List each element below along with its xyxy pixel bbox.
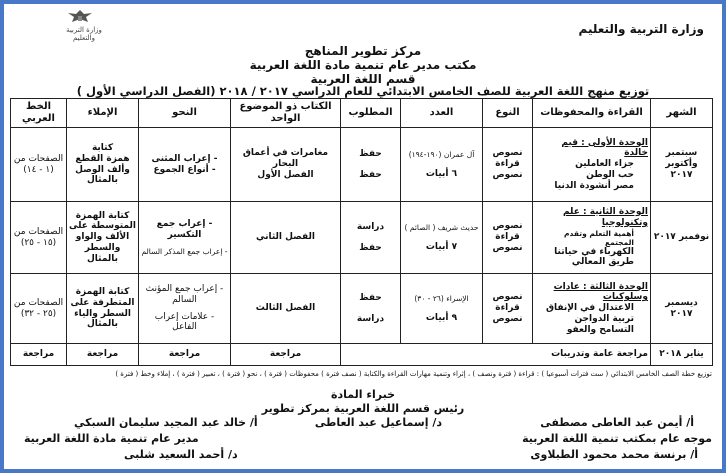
required-item: حفظ bbox=[359, 169, 382, 180]
count-item: ٩ أبيات bbox=[425, 312, 458, 323]
supervisor-name: أ/ برنسة محمد محمود الطبلاوى bbox=[530, 448, 698, 461]
required-item: حفظ bbox=[359, 148, 382, 159]
eagle-emblem-icon bbox=[64, 8, 96, 26]
book-item: الفصل الأول bbox=[257, 169, 314, 180]
reading-item: حب الوطن bbox=[586, 169, 634, 180]
reading-item: الكهرباء في حياتنا bbox=[554, 246, 634, 257]
column-header: الخط العربي bbox=[11, 99, 67, 128]
supervisor-title: موجه عام بمكتب تنمية اللغة العربية bbox=[522, 432, 712, 445]
column-header: الإملاء bbox=[67, 99, 139, 128]
table-row-review bbox=[11, 344, 713, 366]
review-grammar-cell: مراجعة bbox=[139, 344, 231, 366]
unit-title: الوحدة الأولى : قيم خالدة bbox=[561, 137, 648, 159]
seal-caption: وزارة التربية والتعليم bbox=[66, 26, 102, 42]
table-row bbox=[11, 274, 713, 344]
table-row bbox=[11, 202, 713, 274]
table-header-row bbox=[11, 99, 713, 128]
grammar-item: - إعراب جمع التكسير bbox=[156, 219, 213, 240]
reading-item: جزاء العاملين bbox=[575, 159, 634, 170]
type-item: قراءة bbox=[495, 232, 520, 243]
count-cell bbox=[401, 202, 483, 274]
review-dictation-cell: مراجعة bbox=[67, 344, 139, 366]
reading-cell bbox=[533, 202, 651, 274]
column-header: النوع bbox=[483, 99, 533, 128]
column-header: المطلوب bbox=[341, 99, 401, 128]
type-item: نصوص bbox=[492, 148, 523, 159]
dictation-item: والسطر bbox=[84, 242, 121, 253]
director-title: مدير عام تنمية مادة اللغة العربية bbox=[24, 432, 199, 445]
review-reading-cell: مراجعة عامة وتدريبات bbox=[341, 344, 651, 366]
dictation-item: السطر والياء bbox=[74, 308, 131, 319]
book-cell bbox=[231, 128, 341, 202]
column-header: الكتاب ذو الموضوع الواحد bbox=[231, 99, 341, 128]
calligraphy-cell: الصفحات من (١٥ - ٢٥) bbox=[11, 202, 67, 274]
book-item: الفصل الثاني bbox=[256, 232, 315, 243]
book-cell bbox=[231, 202, 341, 274]
dictation-item: بالمثال bbox=[86, 253, 119, 264]
experts-heading: خبراء المادة bbox=[330, 388, 396, 401]
dictation-item: وألف الوصل bbox=[75, 164, 130, 175]
type-item: نصوص bbox=[492, 313, 523, 324]
count-item: الإسراء (٢٦ - ٣٠) bbox=[414, 293, 469, 303]
grammar-item: - علامات إعراب الفاعل bbox=[154, 311, 215, 333]
required-item: حفظ bbox=[359, 292, 382, 303]
column-header: النحو bbox=[139, 99, 231, 128]
dictation-item: بالمثال bbox=[86, 175, 119, 186]
book-cell bbox=[231, 274, 341, 344]
book-item: مغامرات في أعماق البحار bbox=[242, 148, 329, 170]
calligraphy-cell: الصفحات من (١ - ١٤) bbox=[11, 128, 67, 202]
type-cell bbox=[483, 202, 533, 274]
type-item: نصوص bbox=[492, 242, 523, 253]
type-item: نصوص bbox=[492, 221, 523, 232]
grammar-item: - إعراب جمع المذكر السالم bbox=[141, 246, 228, 256]
month-cell: يناير ٢٠١٨ bbox=[651, 344, 713, 366]
expert-name: د/ أحمد السعيد شلبى bbox=[124, 448, 238, 461]
expert-name: أ/ أيمن عبد العاطى مصطفى bbox=[540, 416, 694, 429]
month-cell: نوفمبر ٢٠١٧ bbox=[651, 202, 713, 274]
reading-item: أهمية التعلم وتقدم المجتمع bbox=[564, 228, 634, 247]
curriculum-table bbox=[10, 98, 713, 366]
reading-cell bbox=[533, 128, 651, 202]
type-cell bbox=[483, 128, 533, 202]
unit-title: الوحدة الثالثة : عادات وسلوكيات bbox=[553, 281, 648, 303]
required-cell bbox=[341, 128, 401, 202]
page-title: توزيع منهج اللغة العربية للصف الخامس الابتدائي للعام الدراسي ٢٠١٧ / ٢٠١٨ (الفصل الدراسي الأول ) bbox=[76, 84, 650, 98]
count-cell bbox=[401, 274, 483, 344]
office-name: مكتب مدير عام تنمية مادة اللغة العربية bbox=[249, 58, 477, 72]
grammar-item: - إعراب جمع المؤنث السالم bbox=[145, 283, 224, 305]
expert-name: د/ إسماعيل عبد العاطى bbox=[314, 416, 442, 429]
distribution-footnote: توزيع خطة الصف الخامس الابتدائي ( ست فترات أسبوعيا ) : قراءة ( فترة ونصف ) ، إثراء وتنمية مهارات القراءة والكتابة ( نصف فترة ) محفوظات ( فترة ) ، نحو ( فترة ) ، تعبير ( فترة ) ، إملاء وخط ( فترة ) bbox=[115, 370, 712, 378]
type-item: نصوص bbox=[492, 292, 523, 303]
month-cell: ديسمبر ٢٠١٧ bbox=[651, 274, 713, 344]
grammar-cell bbox=[139, 202, 231, 274]
month-cell: سبتمبر وأكتوبر ٢٠١٧ bbox=[651, 128, 713, 202]
required-item: حفظ bbox=[359, 242, 382, 253]
type-item: قراءة bbox=[495, 159, 520, 170]
column-header: القراءة والمحفوظات bbox=[533, 99, 651, 128]
expert-name: أ/ خالد عبد المجيد سليمان السبكي bbox=[74, 416, 258, 429]
table-row bbox=[11, 128, 713, 202]
dept-head-title: رئيس قسم اللغة العربية بمركز تطوير bbox=[261, 402, 465, 415]
count-item: ٧ أبيات bbox=[425, 241, 458, 252]
reading-item: الاعتدال في الإنفاق bbox=[545, 303, 634, 314]
grammar-cell bbox=[139, 128, 231, 202]
ministry-name: وزارة التربية والتعليم bbox=[578, 22, 704, 36]
column-header: الشهر bbox=[651, 99, 713, 128]
type-item: قراءة bbox=[495, 303, 520, 314]
grammar-item: - إعراب المثنى bbox=[151, 153, 218, 164]
grammar-cell bbox=[139, 274, 231, 344]
reading-cell bbox=[533, 274, 651, 344]
reading-item: مصر أنشودة الدنيا bbox=[554, 180, 634, 191]
count-cell bbox=[401, 128, 483, 202]
column-header: العدد bbox=[401, 99, 483, 128]
dictation-cell bbox=[67, 128, 139, 202]
dictation-item: كتابة bbox=[91, 142, 114, 153]
grammar-item: - أنواع الجموع bbox=[153, 164, 216, 175]
dictation-item: كتابة الهمزة bbox=[75, 210, 130, 221]
center-name: مركز تطوير المناهج bbox=[304, 44, 422, 58]
calligraphy-cell: الصفحات من (٢٥ - ٣٢) bbox=[11, 274, 67, 344]
dictation-item: المتطرفة على bbox=[70, 297, 135, 308]
type-cell bbox=[483, 274, 533, 344]
reading-item: تربية الدواجن bbox=[574, 313, 634, 324]
type-item: نصوص bbox=[492, 169, 523, 180]
book-item: الفصل الثالث bbox=[255, 303, 316, 314]
count-item: آل عمران (١٩٠-١٩٤) bbox=[408, 149, 475, 159]
count-item: حديث شريف ( الصائم ) bbox=[404, 222, 479, 232]
unit-title: الوحدة الثانية : علم وتكنولوجيا bbox=[562, 206, 648, 228]
dictation-item: همزة القطع bbox=[75, 153, 130, 164]
count-item: ٦ أبيات bbox=[425, 168, 458, 179]
reading-item: طريق المعالي bbox=[571, 257, 634, 268]
dictation-item: الألف والواو bbox=[75, 232, 130, 243]
required-item: دراسة bbox=[356, 221, 385, 232]
reading-item: التسامح والعفو bbox=[566, 324, 634, 335]
required-cell bbox=[341, 202, 401, 274]
required-item: دراسة bbox=[356, 313, 385, 324]
review-book-cell: مراجعة bbox=[231, 344, 341, 366]
review-calligraphy-cell: مراجعة bbox=[11, 344, 67, 366]
dictation-item: المتوسطة على bbox=[69, 221, 136, 232]
required-cell bbox=[341, 274, 401, 344]
dictation-item: بالمثال bbox=[86, 319, 119, 330]
dictation-item: كتابة الهمزة bbox=[75, 286, 130, 297]
department-name: قسم اللغة العربية bbox=[310, 72, 416, 86]
dictation-cell bbox=[67, 202, 139, 274]
dictation-cell bbox=[67, 274, 139, 344]
